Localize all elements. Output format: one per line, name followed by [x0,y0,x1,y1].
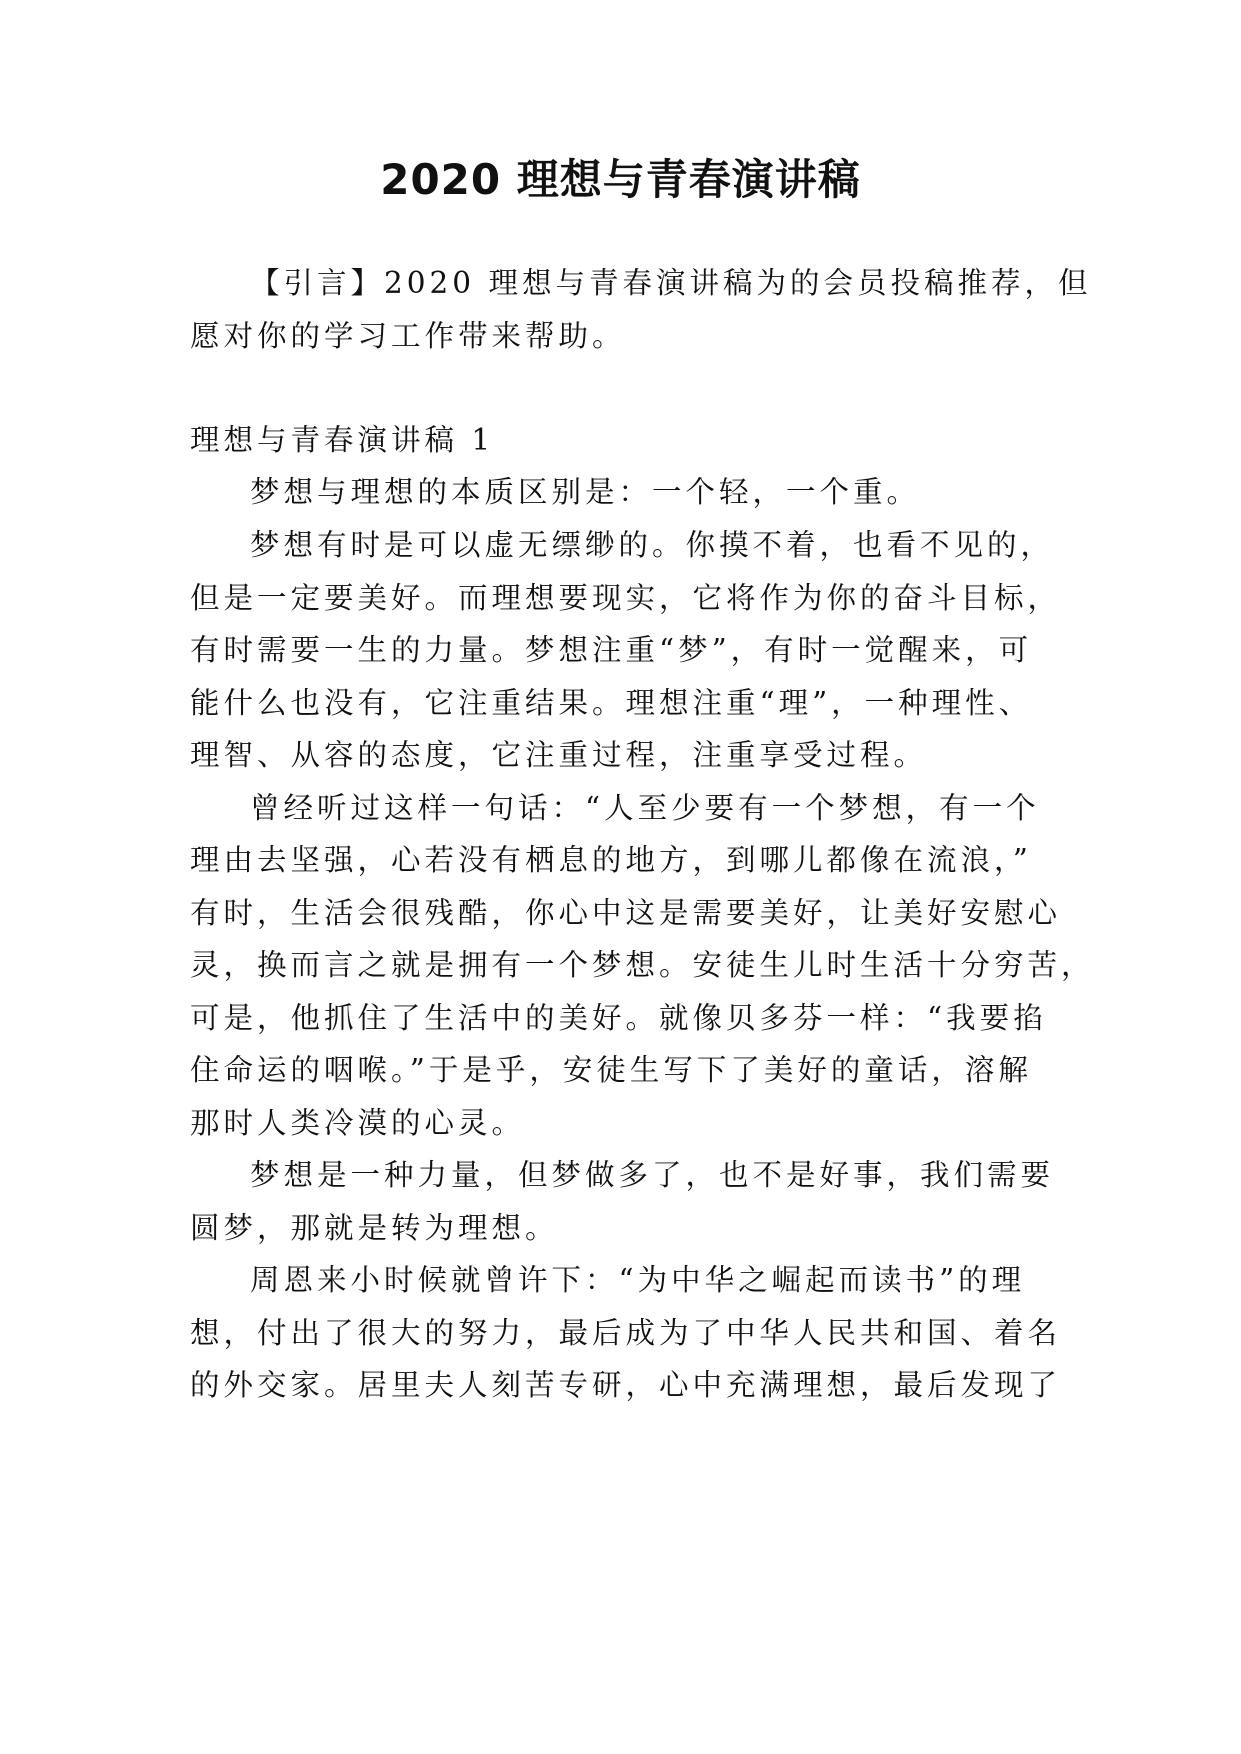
paragraph-line: 圆梦，那就是转为理想。 [190,1211,559,1245]
paragraph-line: 可是，他抓住了生活中的美好。就像贝多芬一样：“我要掐 [190,1001,1047,1035]
intro-line-1: 【引言】2020 理想与青春演讲稿为的会员投稿推荐，但 [250,266,1092,300]
paragraph-line: 能什么也没有，它注重结果。理想注重“理”，一种理性、 [190,686,1033,720]
paragraph-line: 周恩来小时候就曾许下：“为中华之崛起而读书”的理 [250,1263,1026,1297]
intro-line-2: 愿对你的学习工作带来帮助。 [190,319,626,353]
document-title: 2020 理想与青春演讲稿 [380,155,861,204]
paragraph-line: 想，付出了很大的努力，最后成为了中华人民共和国、着名 [190,1316,1062,1350]
paragraph-line: 梦想有时是可以虚无缥缈的。你摸不着，也看不见的， [250,528,1055,562]
paragraph-line: 梦想与理想的本质区别是：一个轻，一个重。 [250,475,921,509]
section-heading: 理想与青春演讲稿 1 [190,423,495,457]
paragraph-line: 梦想是一种力量，但梦做多了，也不是好事，我们需要 [250,1158,1055,1192]
paragraph-line: 的外交家。居里夫人刻苦专研，心中充满理想，最后发现了 [190,1368,1062,1402]
paragraph-line: 有时需要一生的力量。梦想注重“梦”，有时一觉醒来，可 [190,633,1033,667]
paragraph-line: 理由去坚强，心若没有栖息的地方，到哪儿都像在流浪，” [190,843,1032,877]
paragraph-line: 灵，换而言之就是拥有一个梦想。安徒生儿时生活十分穷苦， [190,948,1095,982]
paragraph-line: 曾经听过这样一句话：“人至少要有一个梦想，有一个 [250,791,1040,825]
paragraph-line: 住命运的咽喉。”于是乎，安徒生写下了美好的童话，溶解 [190,1053,1032,1087]
paragraph-line: 但是一定要美好。而理想要现实，它将作为你的奋斗目标， [190,581,1062,615]
paragraph-line: 那时人类冷漠的心灵。 [190,1106,526,1140]
paragraph-line: 有时，生活会很残酷，你心中这是需要美好，让美好安慰心 [190,896,1062,930]
paragraph-line: 理智、从容的态度，它注重过程，注重享受过程。 [190,738,928,772]
